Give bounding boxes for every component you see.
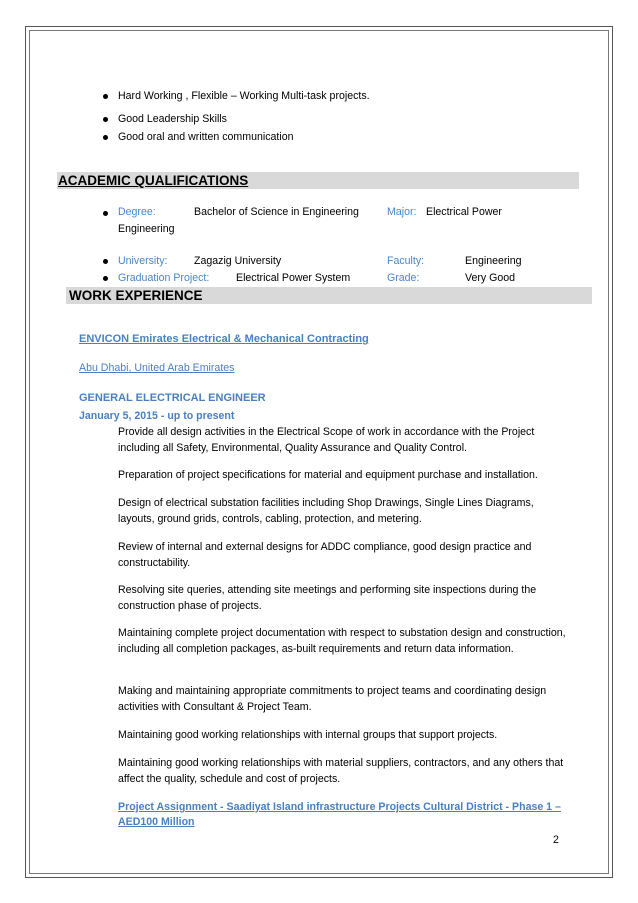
university-value: Zagazig University bbox=[194, 255, 282, 267]
grade-label: Grade: bbox=[387, 272, 420, 284]
duty-item: Making and maintaining appropriate commitments to project teams and coordinating design activities with Consultant & Project Team. bbox=[118, 685, 547, 713]
degree-label: Degree: bbox=[118, 206, 156, 218]
university-label: University: bbox=[118, 255, 168, 267]
duty-item: Review of internal and external designs for ADDC compliance, good design practice and constructability. bbox=[118, 541, 532, 569]
project-assignment-link-cont[interactable]: AED100 Million bbox=[118, 816, 195, 828]
duty-item: Maintaining complete project documentation with respect to substation design and construction, including all completion packages, as-built requirements and return data information. bbox=[118, 627, 566, 655]
duty-item: Preparation of project specifications for material and equipment purchase and installation. bbox=[118, 469, 538, 481]
major-label: Major: bbox=[387, 206, 417, 218]
section-title-work: WORK EXPERIENCE bbox=[69, 288, 203, 303]
company-link[interactable]: ENVICON Emirates Electrical & Mechanical Contracting bbox=[79, 333, 369, 345]
duty-item: Maintaining good working relationships with internal groups that support projects. bbox=[118, 729, 498, 741]
degree-value-cont: Engineering bbox=[118, 223, 175, 235]
bullet-icon bbox=[103, 259, 108, 264]
project-assignment-link[interactable]: Project Assignment - Saadiyat Island infrastructure Projects Cultural District - Phase 1 – bbox=[118, 801, 561, 813]
position-title: GENERAL ELECTRICAL ENGINEER bbox=[79, 392, 266, 404]
bullet-icon bbox=[103, 211, 108, 216]
grade-value: Very Good bbox=[465, 272, 516, 284]
skill-item: Hard Working , Flexible – Working Multi-task projects. bbox=[118, 90, 370, 102]
duty-item: Resolving site queries, attending site meetings and performing site inspections during the construction phase of projects. bbox=[118, 584, 537, 612]
bullet-icon bbox=[103, 117, 108, 122]
bullet-icon bbox=[103, 94, 108, 99]
degree-value: Bachelor of Science in Engineering bbox=[194, 206, 359, 218]
bullet-icon bbox=[103, 276, 108, 281]
skill-item: Good oral and written communication bbox=[118, 131, 294, 143]
faculty-label: Faculty: bbox=[387, 255, 425, 267]
faculty-value: Engineering bbox=[465, 255, 522, 267]
bullet-icon bbox=[103, 135, 108, 140]
page-number: 2 bbox=[553, 834, 559, 846]
major-value: Electrical Power bbox=[426, 206, 502, 218]
duty-item: Maintaining good working relationships with material suppliers, contractors, and any others that affect the quality, schedule and cost of projects. bbox=[118, 757, 564, 785]
duty-item: Provide all design activities in the Electrical Scope of work in accordance with the Project including all Safety, Environmental, Quality Assurance and Quality Control. bbox=[118, 426, 535, 454]
skill-item: Good Leadership Skills bbox=[118, 113, 227, 125]
employment-dates: January 5, 2015 - up to present bbox=[79, 410, 235, 422]
project-value: Electrical Power System bbox=[236, 272, 351, 284]
location-link[interactable]: Abu Dhabi, United Arab Emirates bbox=[79, 362, 235, 374]
section-title-academic: ACADEMIC QUALIFICATIONS bbox=[58, 173, 249, 188]
project-label: Graduation Project: bbox=[118, 272, 210, 284]
duty-item: Design of electrical substation facilities including Shop Drawings, Single Lines Diagrams, layouts, ground grids, controls, cabling, protection, and metering. bbox=[118, 497, 534, 525]
